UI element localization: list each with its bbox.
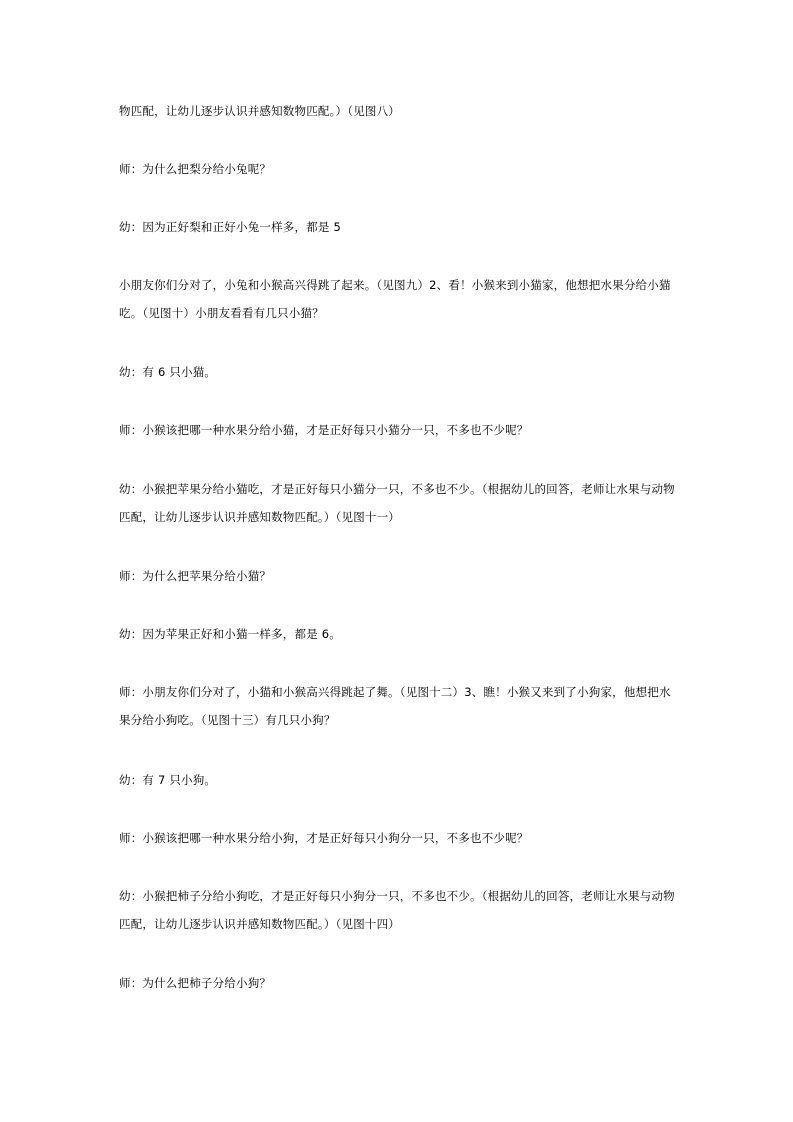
paragraph-5: 幼：有 6 只小猫。 (119, 365, 217, 379)
paragraph-12: 师：小猴该把哪一种水果分给小狗，才是正好每只小狗分一只，不多也不少呢？ (119, 831, 529, 845)
paragraph-10: 师：小朋友你们分对了，小猫和小猴高兴得跳起了舞。（见图十二）3、瞧！小猴又来到了小狗家，他想把水果分给小狗吃。（见图十三）有几只小狗？ (119, 685, 671, 727)
paragraph-6: 师：小猴该把哪一种水果分给小猫，才是正好每只小猫分一只，不多也不少呢？ (119, 423, 529, 437)
paragraph-7: 幼：小猴把苹果分给小猫吃，才是正好每只小猫分一只，不多也不少。（根据幼儿的回答，老师让水果与动物匹配，让幼儿逐步认识并感知数物匹配。）（见图十一） (119, 482, 675, 524)
paragraph-2: 师：为什么把梨分给小兔呢？ (119, 162, 272, 176)
paragraph-13: 幼：小猴把柿子分给小狗吃，才是正好每只小狗分一只，不多也不少。（根据幼儿的回答，老师让水果与动物匹配，让幼儿逐步认识并感知数物匹配。）（见图十四） (119, 889, 675, 931)
paragraph-4: 小朋友你们分对了，小兔和小猴高兴得跳了起来。（见图九）2、看！小猴来到小猫家，他想把水果分给小猫吃。（见图十）小朋友看看有几只小猫？ (119, 278, 671, 320)
paragraph-3: 幼：因为正好梨和正好小兔一样多，都是 5 (119, 220, 341, 234)
paragraph-1: 物匹配，让幼儿逐步认识并感知数物匹配。）（见图八） (119, 104, 400, 118)
paragraph-9: 幼：因为苹果正好和小猫一样多，都是 6。 (119, 627, 341, 641)
paragraph-8: 师：为什么把苹果分给小猫？ (119, 569, 272, 583)
paragraph-14: 师：为什么把柿子分给小狗？ (119, 976, 272, 990)
paragraph-11: 幼：有 7 只小狗。 (119, 773, 217, 787)
